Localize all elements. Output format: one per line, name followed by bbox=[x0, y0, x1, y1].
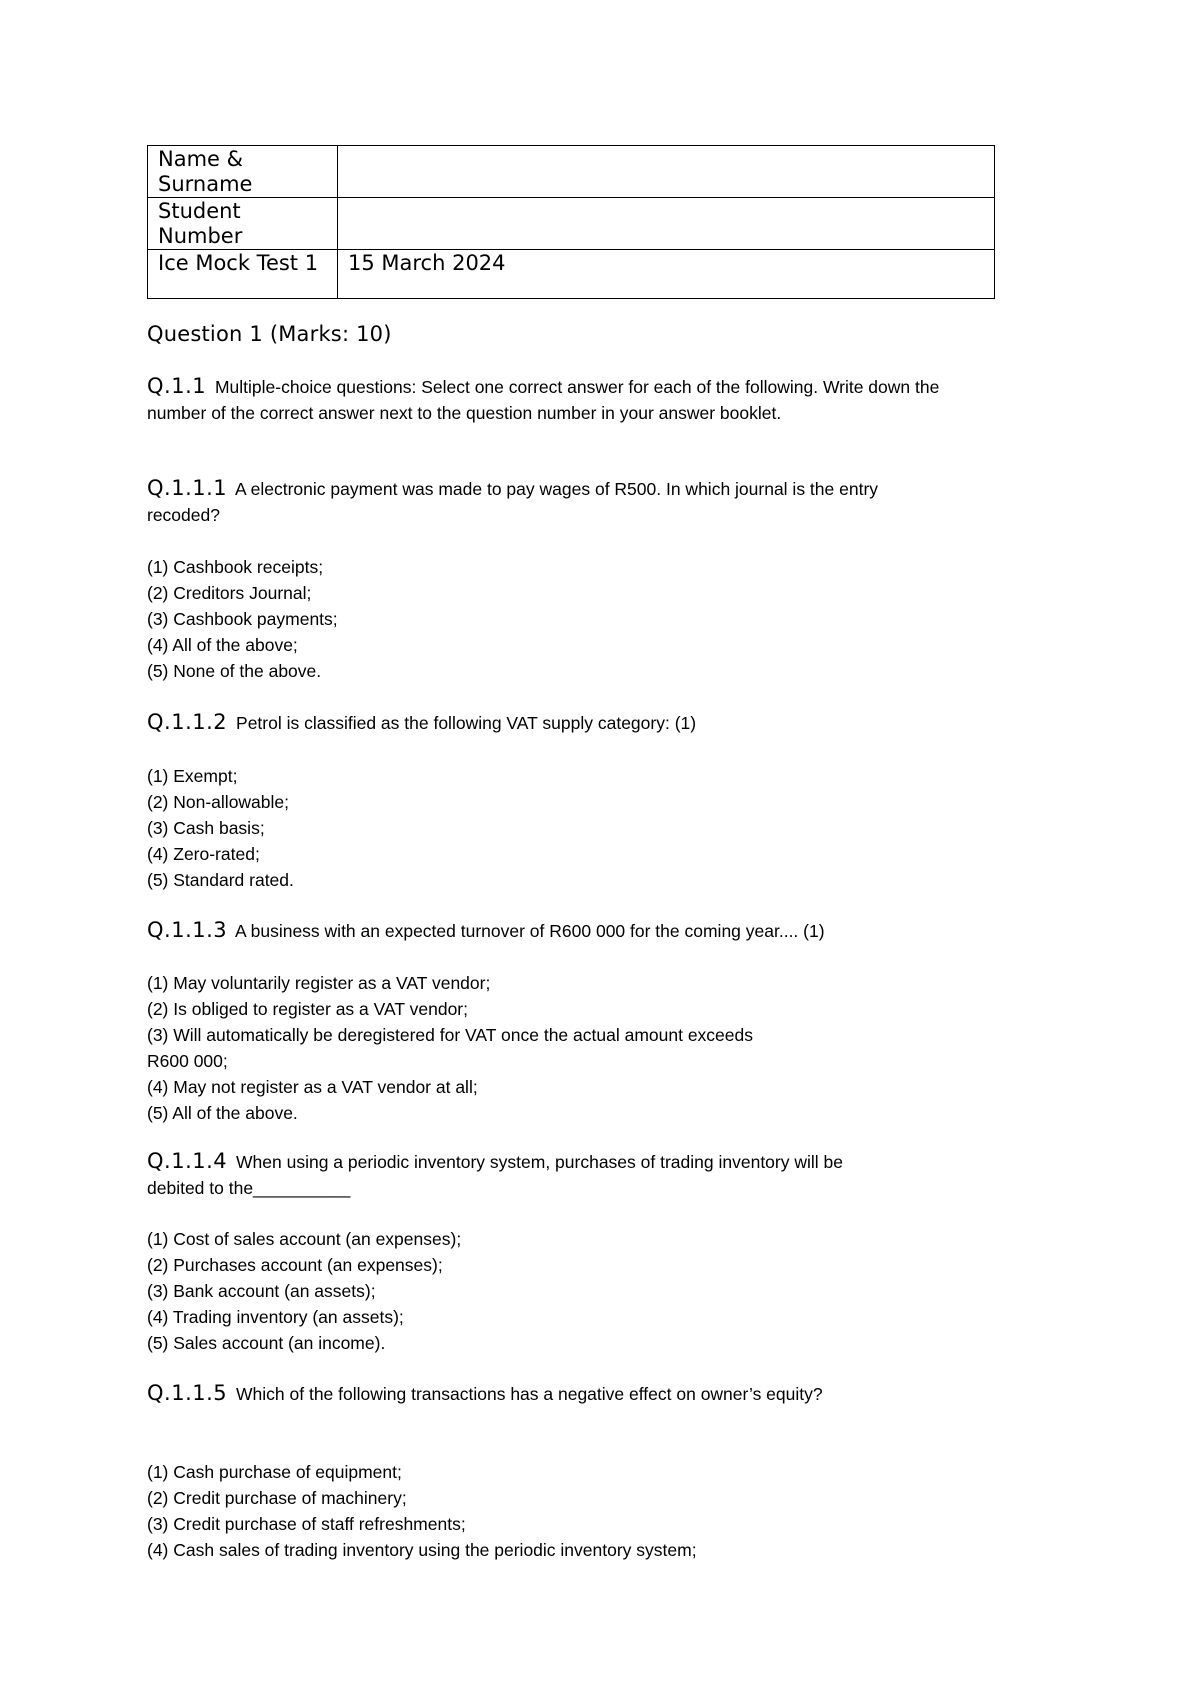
list-item: (4) May not register as a VAT vendor at all; bbox=[147, 1077, 478, 1097]
name-surname-value[interactable] bbox=[338, 146, 995, 198]
question-text: Which of the following transactions has a negative effect on owner’s equity? bbox=[236, 1384, 823, 1404]
question-text: When using a periodic inventory system, purchases of trading inventory will be debited to the__________ bbox=[147, 1152, 848, 1198]
question-number: Q.1.1.4 bbox=[147, 1149, 228, 1173]
table-row bbox=[148, 146, 995, 198]
list-item: (1) Exempt; bbox=[147, 766, 238, 786]
question-heading: Question 1 (Marks: 10) bbox=[147, 322, 392, 346]
question-prompt bbox=[147, 1148, 887, 1201]
list-item: (4) All of the above; bbox=[147, 635, 298, 655]
list-item: (3) Cashbook payments; bbox=[147, 609, 338, 629]
list-item: (3) Cash basis; bbox=[147, 818, 265, 838]
question-number: Q.1.1.5 bbox=[147, 1381, 228, 1405]
question-prompt bbox=[147, 475, 887, 528]
question-number: Q.1.1 bbox=[147, 374, 207, 398]
list-item: (5) Sales account (an income). bbox=[147, 1333, 386, 1353]
question-text: Multiple-choice questions: Select one correct answer for each of the following. Write down the number of the correct answer next to the question number in your answer booklet. bbox=[147, 377, 945, 423]
list-item: (2) Credit purchase of machinery; bbox=[147, 1488, 407, 1508]
question-text: Petrol is classified as the following VAT supply category: (1) bbox=[236, 713, 697, 733]
list-item: (1) Cash purchase of equipment; bbox=[147, 1462, 402, 1482]
question-text: A business with an expected turnover of R600 000 for the coming year.... (1) bbox=[235, 921, 825, 941]
list-item: (4) Zero-rated; bbox=[147, 844, 260, 864]
list-item: (2) Non-allowable; bbox=[147, 792, 290, 812]
answer-options bbox=[147, 1459, 1007, 1563]
student-number-label: Student Number bbox=[148, 198, 338, 250]
question-text: A electronic payment was made to pay wages of R500. In which journal is the entry recoded? bbox=[147, 479, 883, 525]
list-item: (3) Will automatically be deregistered for VAT once the actual amount exceeds R600 000; bbox=[147, 1025, 753, 1071]
answer-options bbox=[147, 970, 777, 1126]
student-info-table bbox=[147, 145, 995, 299]
table-row bbox=[148, 250, 995, 299]
list-item: (1) Cost of sales account (an expenses); bbox=[147, 1229, 462, 1249]
test-date-value: 15 March 2024 bbox=[338, 250, 995, 299]
list-item: (5) All of the above. bbox=[147, 1103, 298, 1123]
list-item: (5) Standard rated. bbox=[147, 870, 294, 890]
table-row bbox=[148, 198, 995, 250]
question-prompt bbox=[147, 1380, 867, 1407]
answer-options bbox=[147, 763, 1007, 893]
list-item: (4) Cash sales of trading inventory using the periodic inventory system; bbox=[147, 1540, 697, 1560]
question-prompt bbox=[147, 917, 1007, 944]
list-item: (3) Credit purchase of staff refreshments; bbox=[147, 1514, 466, 1534]
list-item: (2) Creditors Journal; bbox=[147, 583, 312, 603]
list-item: (3) Bank account (an assets); bbox=[147, 1281, 376, 1301]
answer-options bbox=[147, 1226, 1007, 1356]
question-number: Q.1.1.1 bbox=[147, 476, 228, 500]
list-item: (1) Cashbook receipts; bbox=[147, 557, 324, 577]
list-item: (2) Is obliged to register as a VAT vendor; bbox=[147, 999, 468, 1019]
answer-options bbox=[147, 554, 1007, 684]
list-item: (2) Purchases account (an expenses); bbox=[147, 1255, 443, 1275]
student-number-value[interactable] bbox=[338, 198, 995, 250]
question-number: Q.1.1.3 bbox=[147, 918, 228, 942]
question-prompt bbox=[147, 709, 1007, 736]
intro-paragraph bbox=[147, 373, 967, 426]
list-item: (1) May voluntarily register as a VAT vendor; bbox=[147, 973, 491, 993]
name-surname-label: Name & Surname bbox=[148, 146, 338, 198]
test-name-label: Ice Mock Test 1 bbox=[148, 250, 338, 299]
question-number: Q.1.1.2 bbox=[147, 710, 228, 734]
list-item: (4) Trading inventory (an assets); bbox=[147, 1307, 404, 1327]
list-item: (5) None of the above. bbox=[147, 661, 322, 681]
